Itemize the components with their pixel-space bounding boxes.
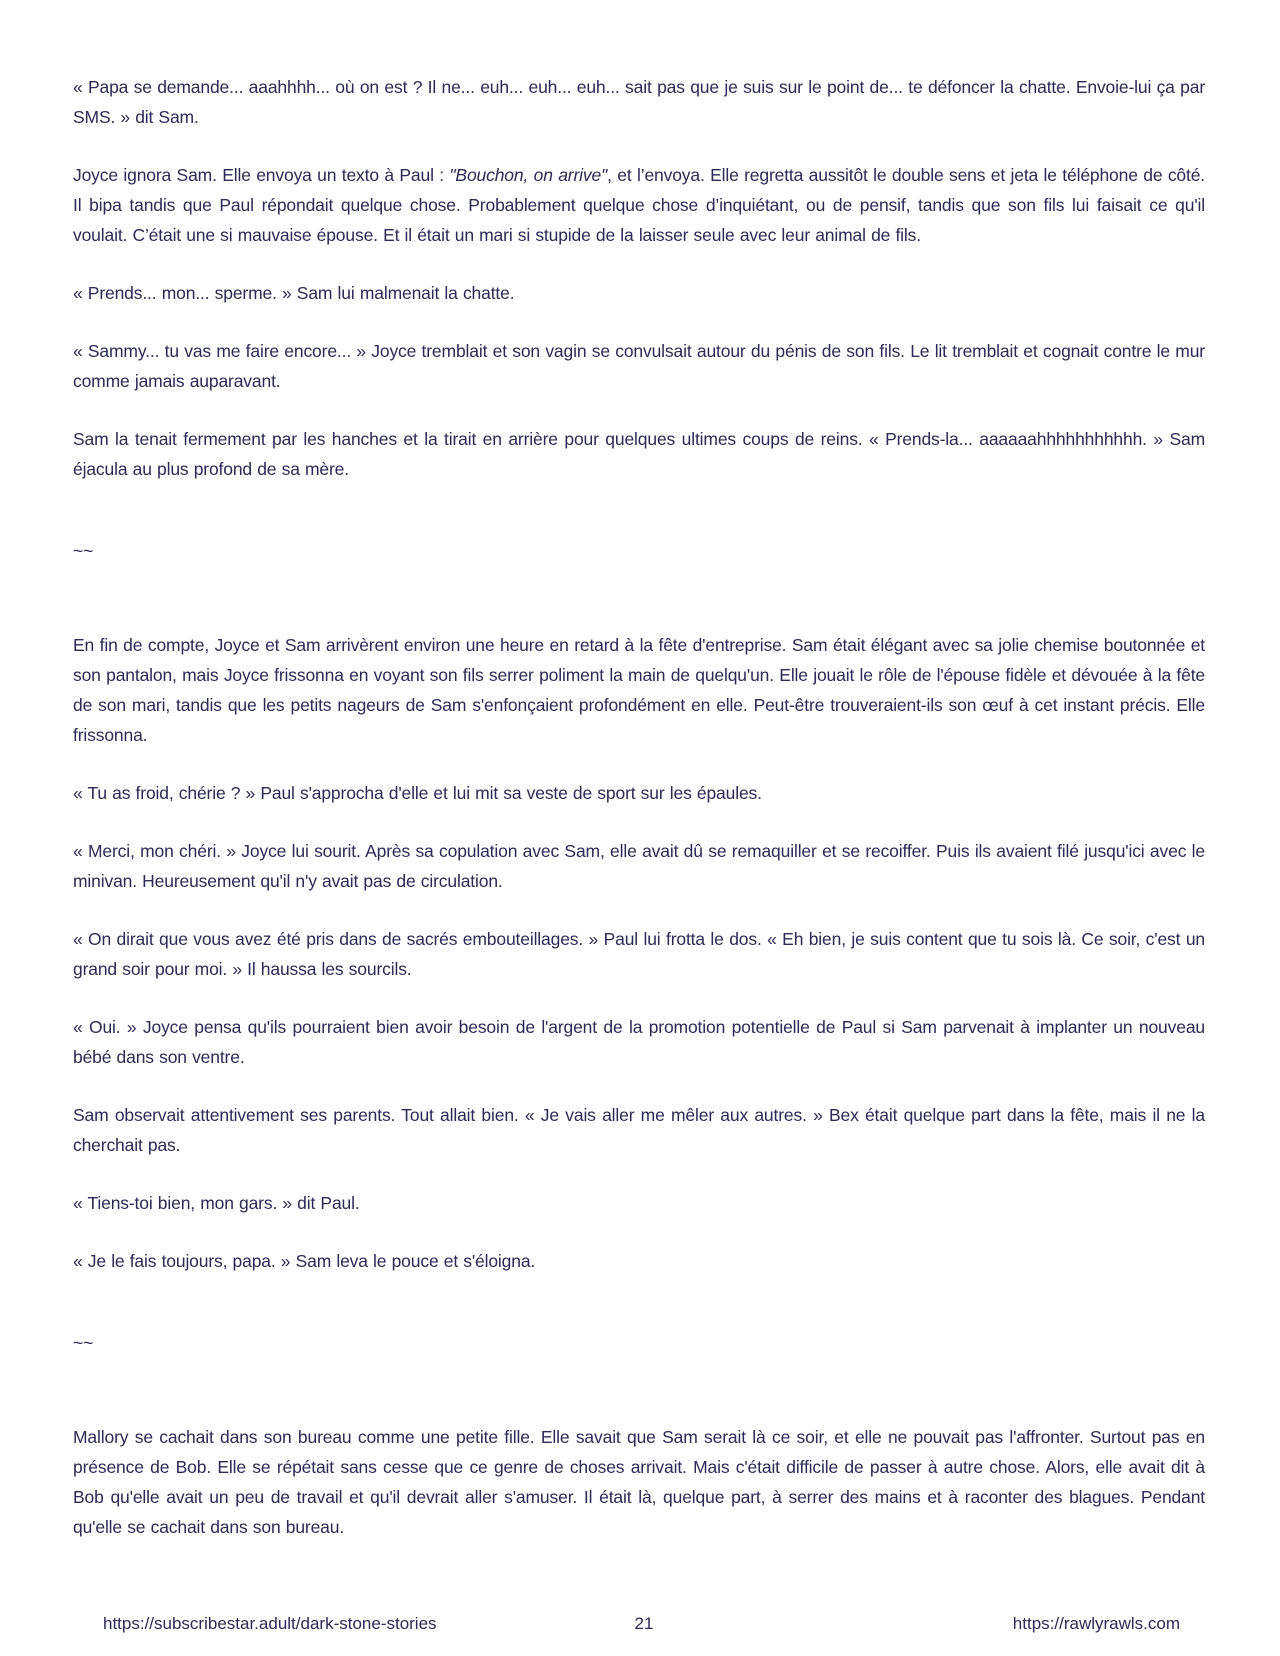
page-footer [0,1612,1280,1636]
paragraph-10: « Oui. » Joyce pensa qu'ils pourraient bien avoir besoin de l'argent de la promotion potentielle de Paul si Sam parvenait à implanter un nouveau bébé dans son ventre. [73,1017,1205,1067]
paragraph-2-text-before: Joyce ignora Sam. Elle envoya un texto à Paul : [73,165,450,185]
paragraph-5: Sam la tenait fermement par les hanches et la tirait en arrière pour quelques ultimes coups de reins. « Prends-la... aaaaaahhhhhhhhhhh. » Sam éjacula au plus profond de sa mère. [73,429,1205,479]
paragraph-7: « Tu as froid, chérie ? » Paul s'approcha d'elle et lui mit sa veste de sport sur les épaules. [73,783,762,803]
paragraph-1: « Papa se demande... aaahhhh... où on est ? Il ne... euh... euh... euh... sait pas que je suis sur le point de... te défoncer la chatte. Envoie-lui ça par SMS. » dit Sam. [73,77,1205,127]
paragraph-8: « Merci, mon chéri. » Joyce lui sourit. Après sa copulation avec Sam, elle avait dû se remaquiller et se recoiffer. Puis ils avaient filé jusqu'ici avec le minivan. Heureusement qu'il n'y avait pas de circulation. [73,841,1205,891]
paragraph-13: « Je le fais toujours, papa. » Sam leva le pouce et s'éloigna. [73,1251,536,1271]
page-content [73,72,1205,1570]
paragraph-4: « Sammy... tu vas me faire encore... » Joyce tremblait et son vagin se convulsait autour du pénis de son fils. Le lit tremblait et cognait contre le mur comme jamais auparavant. [73,341,1205,391]
scene-divider-1: ~~ [73,541,94,561]
page-number: 21 [634,1614,654,1633]
sms-quote-italic: "Bouchon, on arrive" [449,165,608,185]
paragraph-11: Sam observait attentivement ses parents. Tout allait bien. « Je vais aller me mêler aux autres. » Bex était quelque part dans la fête, mais il ne la cherchait pas. [73,1105,1205,1155]
paragraph-14: Mallory se cachait dans son bureau comme une petite fille. Elle savait que Sam serait là ce soir, et elle ne pouvait pas l'affronter. Surtout pas en présence de Bob. Elle se répétait sans cesse que ce genre de choses arrivait. Mais c'était difficile de passer à autre chose. Alors, elle avait dit à Bob qu'elle avait un peu de travail et qu'il devrait aller s'amuser. Il était là, quelque part, à serrer des mains et à raconter des blagues. Pendant qu'elle se cachait dans son bureau. [73,1427,1205,1537]
footer-rawlyrawls-link[interactable]: https://rawlyrawls.com [1012,1614,1180,1633]
footer-subscribestar-link[interactable]: https://subscribestar.adult/dark-stone-stories [103,1614,437,1633]
paragraph-6: En fin de compte, Joyce et Sam arrivèrent environ une heure en retard à la fête d'entreprise. Sam était élégant avec sa jolie chemise boutonnée et son pantalon, mais Joyce frissonna en voyant son fils serrer poliment la main de quelqu'un. Elle jouait le rôle de l'épouse fidèle et dévouée à la fête de son mari, tandis que les petits nageurs de Sam s'enfonçaient profondément en elle. Peut-être trouveraient-ils son œuf à cet instant précis. Elle frissonna. [73,635,1205,745]
paragraph-3: « Prends... mon... sperme. » Sam lui malmenait la chatte. [73,283,515,303]
paragraph-2-text-after: , et l’envoya. Elle regretta aussitôt le double sens et jeta le téléphone de côté. Il bipa tandis que Paul répondait quelque chose. Probablement quelque chose d’inquiétant, ou de pensif, tandis que son fils lui faisait ce qu'il voulait. C’était une si mauvaise épouse. Et il était un mari si stupide de la laisser seule avec leur animal de fils. [73,165,1206,245]
paragraph-12: « Tiens-toi bien, mon gars. » dit Paul. [73,1193,360,1213]
scene-divider-2: ~~ [73,1333,94,1353]
paragraph-9: « On dirait que vous avez été pris dans de sacrés embouteillages. » Paul lui frotta le dos. « Eh bien, je suis content que tu sois là. Ce soir, c'est un grand soir pour moi. » Il haussa les sourcils. [73,929,1205,979]
paragraph-2 [73,160,1205,250]
